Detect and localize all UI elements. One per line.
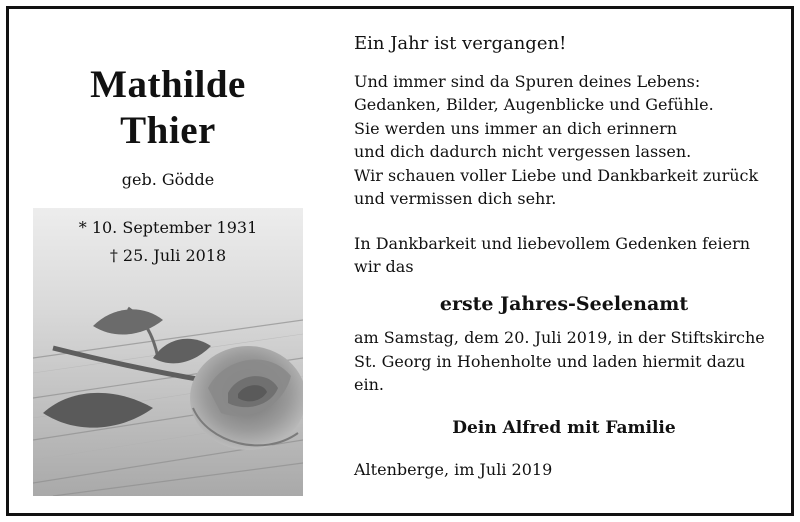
verse-line: Gedanken, Bilder, Augenblicke und Gefühle. <box>354 95 714 114</box>
birth-date: * 10. September 1931 <box>78 218 258 237</box>
rose-photo <box>33 208 303 496</box>
details-line: St. Georg in Hohenholte und laden hiermit dazu ein. <box>354 351 746 394</box>
death-date: † 25. Juli 2018 <box>109 246 227 265</box>
verse-line: Und immer sind da Spuren deines Lebens: <box>354 71 701 91</box>
last-name: Thier <box>120 109 216 152</box>
birth-name: geb. Gödde <box>121 170 215 189</box>
notice-text <box>354 32 774 482</box>
verse-line: Wir schauen voller Liebe und Dankbarkeit zurück <box>354 165 759 185</box>
headline: Ein Jahr ist vergangen! <box>354 33 567 54</box>
verse-line: Sie werden uns immer an dich erinnern <box>354 118 678 138</box>
place-date: Altenberge, im Juli 2019 <box>354 460 553 479</box>
verse-line: und dich dadurch nicht vergessen lassen. <box>354 142 692 161</box>
signature: Dein Alfred mit Familie <box>452 417 676 438</box>
mass-title: erste Jahres-Seelenamt <box>439 292 689 315</box>
invitation-line: In Dankbarkeit und liebevollem Gedenken feiern <box>354 233 751 253</box>
invitation-line: wir das <box>354 257 414 276</box>
details-line: am Samstag, dem 20. Juli 2019, in der Stiftskirche <box>354 328 765 347</box>
first-name: Mathilde <box>90 63 246 106</box>
deceased-block <box>33 62 303 189</box>
verse-line: und vermissen dich sehr. <box>354 189 557 208</box>
